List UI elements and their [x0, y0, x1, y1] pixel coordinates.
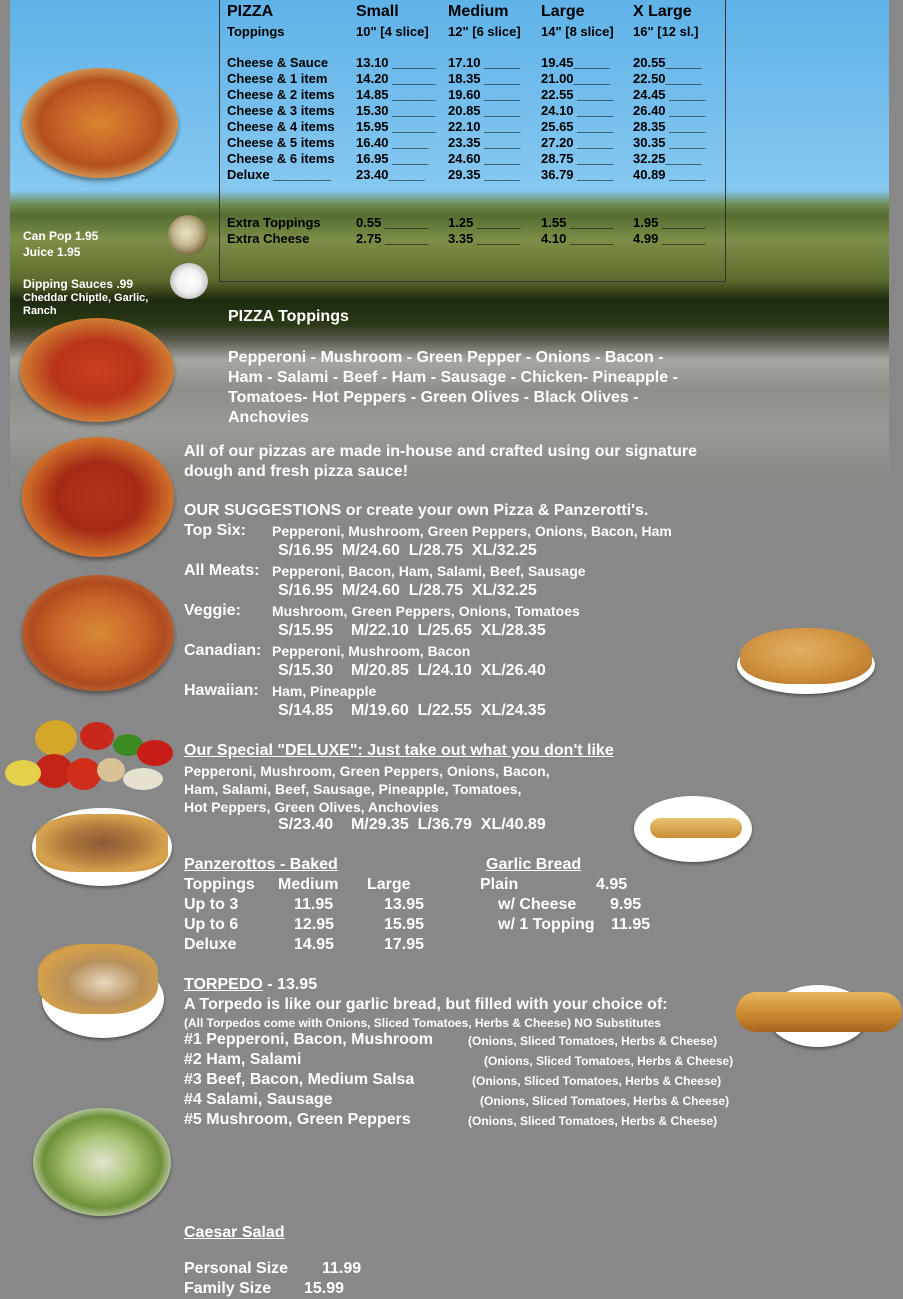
toppings-line-3: Tomatoes- Hot Peppers - Green Olives - Black Olives -: [228, 389, 639, 406]
pizza-row-s: 15.30 ______: [356, 103, 436, 118]
pizza-row-l: 19.45_____: [541, 55, 610, 70]
pizza-row-xl: 20.55_____: [633, 55, 702, 70]
torpedo-note: (All Torpedos come with Onions, Sliced Tomatoes, Herbs & Cheese) NO Substitutes: [184, 1016, 661, 1030]
can-pop-label: Can Pop 1.95: [23, 229, 99, 243]
intro-line-1: All of our pizzas are made in-house and crafted using our signature: [184, 443, 697, 460]
pizza-row-xl: 30.35 _____: [633, 135, 706, 150]
garlic-plain-price: 4.95: [596, 876, 628, 893]
vegetables-image: [5, 710, 183, 798]
torpedo-item: #2 Ham, Salami: [184, 1051, 302, 1068]
col-sub-small: 10" [4 slice]: [356, 24, 429, 39]
panzerotto-cell: 17.95: [384, 936, 425, 953]
extra-row-name: Extra Cheese: [227, 231, 310, 246]
torpedo-image: [736, 992, 902, 1032]
pizza-row-s: 15.95 ______: [356, 119, 436, 134]
toppings-line-1: Pepperoni - Mushroom - Green Pepper - Onions - Bacon -: [228, 349, 664, 366]
suggestion-prices: S/15.95 M/22.10 L/25.65 XL/28.35: [278, 622, 546, 639]
pizza-row-xl: 26.40 _____: [633, 103, 706, 118]
pizza-table-content: [227, 3, 727, 283]
pizza-row-s: 14.20 ______: [356, 71, 436, 86]
pizza-row-m: 19.60 _____: [448, 87, 521, 102]
panzerotto-cell: 13.95: [384, 896, 425, 913]
deluxe-line-3: Hot Peppers, Green Olives, Anchovies: [184, 799, 439, 815]
salad-family-label: Family Size: [184, 1280, 272, 1297]
pizza-row-l: 27.20 _____: [541, 135, 614, 150]
pizza-row-xl: 24.45 _____: [633, 87, 706, 102]
panzerotti-image-1: [36, 814, 168, 872]
extra-row-s: 2.75 ______: [356, 231, 429, 246]
suggestion-name: Hawaiian:: [184, 682, 259, 699]
garlic-bread-image: [650, 818, 742, 838]
panzerotto-cell: Deluxe: [184, 936, 237, 953]
torpedo-desc: A Torpedo is like our garlic bread, but filled with your choice of:: [184, 996, 668, 1013]
pizza-row-s: 14.85 ______: [356, 87, 436, 102]
suggestion-name: Canadian:: [184, 642, 262, 659]
salad-personal-price: 11.99: [322, 1260, 362, 1277]
suggestion-prices: S/16.95 M/24.60 L/28.75 XL/32.25: [278, 582, 537, 599]
torpedo-item: #5 Mushroom, Green Peppers: [184, 1111, 411, 1128]
panzerottos-header-large: Large: [367, 876, 411, 893]
extra-row-m: 1.25 ______: [448, 215, 521, 230]
caesar-salad-title: Caesar Salad: [184, 1224, 285, 1241]
pizza-row-l: 25.65 _____: [541, 119, 614, 134]
extra-row-l: 1.55 ______: [541, 215, 614, 230]
pizza-row-name: Cheese & Sauce: [227, 55, 329, 70]
extra-row-xl: 1.95 ______: [633, 215, 706, 230]
calzone-image: [740, 628, 872, 684]
intro-text: [184, 442, 697, 482]
pizza-row-xl: 40.89 _____: [633, 167, 706, 182]
pizza-row-m: 24.60 _____: [448, 151, 521, 166]
pizza-image-1: [22, 68, 178, 178]
garlic-plain-label: Plain: [480, 876, 519, 893]
panzerotto-cell: 11.95: [294, 896, 334, 913]
deluxe-line-2: Ham, Salami, Beef, Sausage, Pineapple, Tomatoes,: [184, 781, 522, 797]
panzerotto-cell: 15.95: [384, 916, 425, 933]
pizza-row-m: 20.85 _____: [448, 103, 521, 118]
toppings-title: PIZZA Toppings: [228, 308, 349, 325]
sauces-list-1: Cheddar Chiptle, Garlic,: [23, 292, 149, 304]
deluxe-title: Our Special "DELUXE": Just take out what you don't like: [184, 742, 614, 759]
suggestion-desc: Pepperoni, Mushroom, Green Peppers, Onions, Bacon, Ham: [272, 523, 672, 539]
panzerotto-cell: Up to 6: [184, 916, 239, 933]
pizza-row-xl: 28.35 _____: [633, 119, 706, 134]
caesar-salad-image: [33, 1108, 171, 1216]
col-sub-large: 14" [8 slice]: [541, 24, 614, 39]
extra-row-xl: 4.99 ______: [633, 231, 706, 246]
left-border: [0, 0, 10, 1299]
panzerotto-cell: 14.95: [294, 936, 335, 953]
juice-label: Juice 1.95: [23, 245, 81, 259]
deluxe-line-1: Pepperoni, Mushroom, Green Peppers, Onions, Bacon,: [184, 763, 550, 779]
salad-family-price: 15.99: [304, 1280, 345, 1297]
panzerottos-header-medium: Medium: [278, 876, 339, 893]
pizza-image-2: [20, 318, 174, 422]
pizza-row-l: 28.75 _____: [541, 151, 614, 166]
deluxe-prices: S/23.40 M/29.35 L/36.79 XL/40.89: [278, 816, 546, 833]
pizza-row-s: 16.95 _____: [356, 151, 429, 166]
pizza-row-l: 21.00_____: [541, 71, 610, 86]
sauces-list-2: Ranch: [23, 305, 57, 317]
suggestion-name: All Meats:: [184, 562, 260, 579]
torpedo-heading: [184, 976, 317, 994]
panzerotto-cell: 12.95: [294, 916, 335, 933]
extra-row-l: 4.10 ______: [541, 231, 614, 246]
panzerotto-cell: Up to 3: [184, 896, 239, 913]
suggestion-name: Top Six:: [184, 522, 246, 539]
pizza-row-name: Cheese & 4 items: [227, 119, 335, 134]
pizza-row-name: Deluxe ________: [227, 167, 332, 182]
panzerottos-header-toppings: Toppings: [184, 876, 255, 893]
suggestion-prices: S/14.85 M/19.60 L/22.55 XL/24.35: [278, 702, 546, 719]
toppings-list: [228, 348, 678, 428]
pizza-row-m: 23.35 _____: [448, 135, 521, 150]
pizza-row-name: Cheese & 2 items: [227, 87, 335, 102]
col-header-small: Small: [356, 3, 399, 20]
col-sub-medium: 12" [6 slice]: [448, 24, 521, 39]
pizza-row-name: Cheese & 3 items: [227, 103, 335, 118]
pizza-row-s: 23.40_____: [356, 167, 425, 182]
torpedo-item-note: (Onions, Sliced Tomatoes, Herbs & Cheese): [480, 1094, 730, 1108]
col-sub-toppings: Toppings: [227, 24, 285, 39]
col-header-pizza: PIZZA: [227, 3, 274, 20]
col-header-large: Large: [541, 3, 585, 20]
torpedo-item-note: (Onions, Sliced Tomatoes, Herbs & Cheese): [484, 1054, 734, 1068]
suggestion-prices: S/15.30 M/20.85 L/24.10 XL/26.40: [278, 662, 546, 679]
pizza-row-s: 13.10 ______: [356, 55, 436, 70]
pizza-row-l: 22.55 _____: [541, 87, 614, 102]
col-sub-xlarge: 16" [12 sl.]: [633, 24, 699, 39]
pizza-row-xl: 32.25_____: [633, 151, 702, 166]
garlic-topping-price: 11.95: [611, 916, 651, 933]
col-header-medium: Medium: [448, 3, 509, 20]
pizza-row-name: Cheese & 6 items: [227, 151, 335, 166]
garlic-cheese-label: w/ Cheese: [498, 896, 577, 913]
pizza-image-3: [22, 437, 174, 557]
torpedo-item: #4 Salami, Sausage: [184, 1091, 333, 1108]
torpedo-item: #3 Beef, Bacon, Medium Salsa: [184, 1071, 415, 1088]
extra-row-m: 3.35 ______: [448, 231, 521, 246]
pizza-row-xl: 22.50_____: [633, 71, 702, 86]
suggestion-desc: Ham, Pineapple: [272, 683, 377, 699]
pizza-row-m: 29.35 _____: [448, 167, 521, 182]
torpedo-item-note: (Onions, Sliced Tomatoes, Herbs & Cheese): [468, 1114, 718, 1128]
torpedo-item-note: (Onions, Sliced Tomatoes, Herbs & Cheese): [468, 1034, 718, 1048]
intro-line-2: dough and fresh pizza sauce!: [184, 463, 409, 480]
right-border: [889, 0, 903, 1299]
pizza-row-m: 17.10 _____: [448, 55, 521, 70]
garlic-bread-title: Garlic Bread: [486, 856, 582, 873]
pizza-row-m: 18.35 _____: [448, 71, 521, 86]
dipping-sauces-label: Dipping Sauces .99: [23, 277, 134, 291]
sauce-cup-image: [170, 263, 208, 299]
suggestion-desc: Pepperoni, Mushroom, Bacon: [272, 643, 471, 659]
salad-personal-label: Personal Size: [184, 1260, 289, 1277]
pizza-row-l: 36.79 _____: [541, 167, 614, 182]
pizza-row-s: 16.40 _____: [356, 135, 429, 150]
extra-row-name: Extra Toppings: [227, 215, 321, 230]
toppings-line-4: Anchovies: [228, 409, 309, 426]
pizza-row-m: 22.10 _____: [448, 119, 521, 134]
pizza-image-4: [22, 575, 174, 691]
panzerotti-image-2: [38, 944, 158, 1014]
pizza-row-name: Cheese & 1 item: [227, 71, 328, 86]
suggestion-name: Veggie:: [184, 602, 241, 619]
col-header-xlarge: X Large: [633, 3, 692, 20]
panzerottos-title: Panzerottos - Baked: [184, 856, 338, 873]
pizza-row-l: 24.10 _____: [541, 103, 614, 118]
extra-row-s: 0.55 ______: [356, 215, 429, 230]
torpedo-item-note: (Onions, Sliced Tomatoes, Herbs & Cheese): [472, 1074, 722, 1088]
suggestion-prices: S/16.95 M/24.60 L/28.75 XL/32.25: [278, 542, 537, 559]
suggestion-desc: Pepperoni, Bacon, Ham, Salami, Beef, Sausage: [272, 563, 586, 579]
suggestion-desc: Mushroom, Green Peppers, Onions, Tomatoes: [272, 603, 580, 619]
toppings-line-2: Ham - Salami - Beef - Ham - Sausage - Chicken- Pineapple -: [228, 369, 678, 386]
deluxe-toppings: [184, 762, 550, 816]
garlic-cheese-price: 9.95: [610, 896, 642, 913]
pizza-row-name: Cheese & 5 items: [227, 135, 335, 150]
suggestions-title: OUR SUGGESTIONS or create your own Pizza & Panzerotti's.: [184, 502, 649, 519]
pop-can-image: [168, 215, 208, 255]
garlic-topping-label: w/ 1 Topping: [498, 916, 595, 933]
torpedo-price: - 13.95: [262, 976, 318, 993]
torpedo-item: #1 Pepperoni, Bacon, Mushroom: [184, 1031, 433, 1048]
torpedo-title: TORPEDO: [184, 976, 263, 993]
